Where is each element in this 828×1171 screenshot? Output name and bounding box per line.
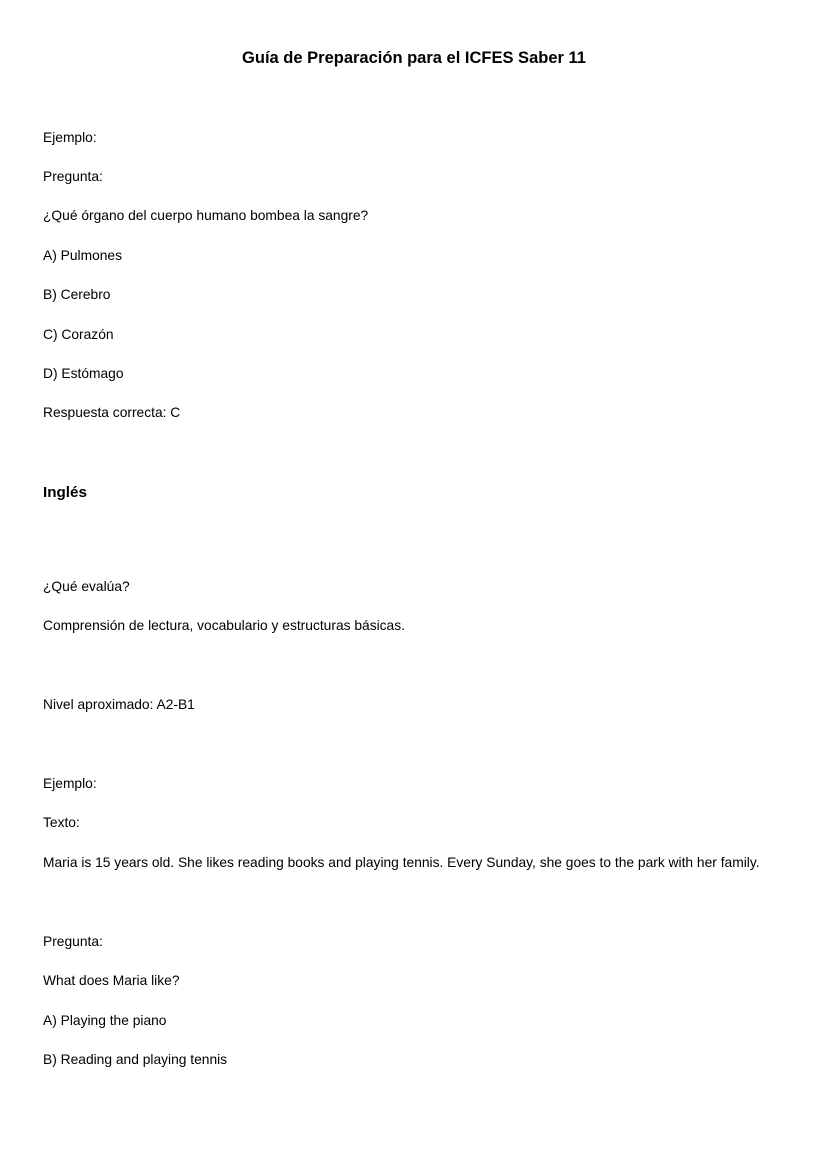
option-a: A) Pulmones — [43, 248, 122, 263]
level-text: Nivel aproximado: A2-B1 — [43, 697, 195, 712]
option-d: D) Estómago — [43, 366, 124, 381]
english-question-label: Pregunta: — [43, 934, 103, 949]
question-label: Pregunta: — [43, 169, 103, 184]
evaluates-label: ¿Qué evalúa? — [43, 579, 130, 594]
text-label: Texto: — [43, 815, 80, 830]
example-label: Ejemplo: — [43, 130, 97, 145]
question-text: ¿Qué órgano del cuerpo humano bombea la sangre? — [43, 208, 369, 223]
page-title: Guía de Preparación para el ICFES Saber 11 — [242, 49, 586, 67]
english-question-text: What does Maria like? — [43, 973, 180, 988]
reading-passage: Maria is 15 years old. She likes reading books and playing tennis. Every Sunday, she goes to the park with her family. — [43, 855, 760, 870]
english-example-label: Ejemplo: — [43, 776, 97, 791]
option-c: C) Corazón — [43, 327, 114, 342]
correct-answer: Respuesta correcta: C — [43, 405, 181, 420]
english-option-a: A) Playing the piano — [43, 1013, 167, 1028]
option-b: B) Cerebro — [43, 287, 111, 302]
english-option-b: B) Reading and playing tennis — [43, 1052, 228, 1067]
section-heading-ingles: Inglés — [43, 484, 87, 501]
evaluates-text: Comprensión de lectura, vocabulario y estructuras básicas. — [43, 618, 405, 633]
